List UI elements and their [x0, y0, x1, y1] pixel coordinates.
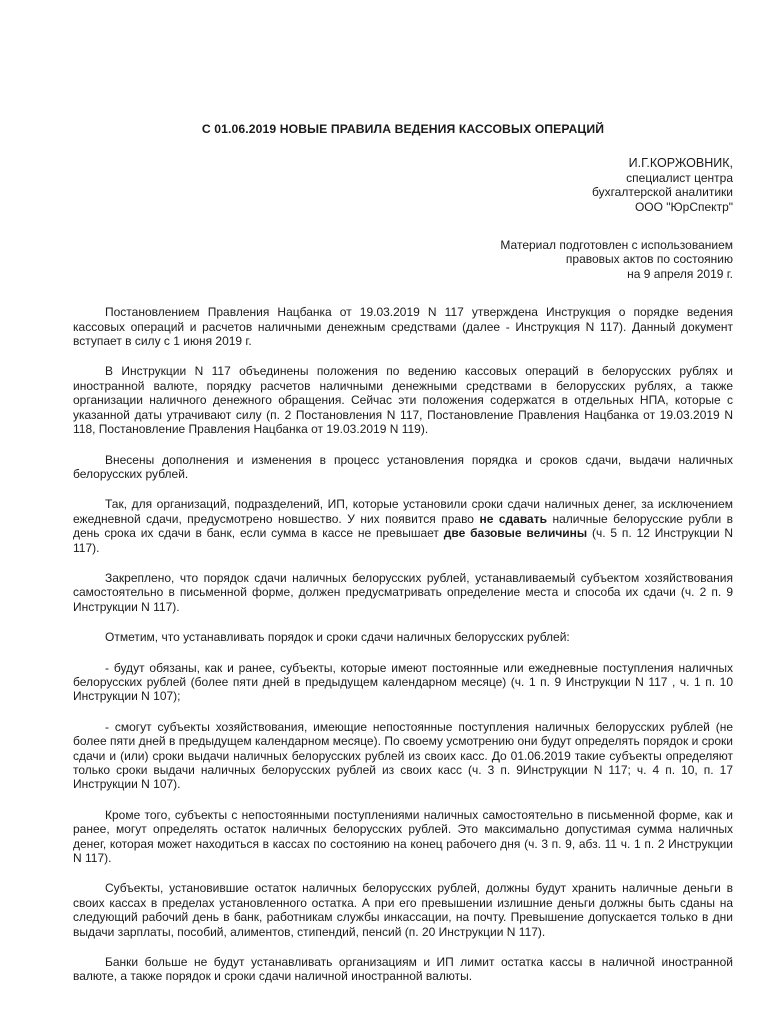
- note-line2: правовых актов по состоянию: [565, 252, 733, 267]
- note-line3: на 9 апреля 2019 г.: [627, 266, 733, 281]
- paragraph-4-part2: наличные белорусские рубли в день срока их сдачи в банк, если сумма в кассе не превышает: [73, 511, 733, 541]
- author-block: [73, 156, 733, 214]
- paragraph-1: Постановлением Правления Нацбанка от 19.03.2019 N 117 утверждена Инструкция о порядке ведения кассовых операций и расчетов наличными денежным средствами (далее - Инструкция N 117). Данный документ вступает в силу с 1 июня 2019 г.: [73, 305, 733, 349]
- paragraph-3: Внесены дополнения и изменения в процесс установления порядка и сроков сдачи, выдачи наличных белорусских рублей.: [73, 452, 733, 481]
- paragraph-4: [73, 497, 733, 555]
- note-line1: Материал подготовлен с использованием: [500, 238, 733, 253]
- author-name: И.Г.КОРЖОВНИК,: [628, 156, 733, 171]
- paragraph-4-bold1: не сдавать: [479, 511, 547, 526]
- author-position-line2: бухгалтерской аналитики: [591, 185, 733, 200]
- paragraph-8: - смогут субъекты хозяйствования, имеющие непостоянные поступления наличных белорусских рублей (не более пяти дней в предыдущем календарном месяце). По своему усмотрению они будут определять порядок и сроки сдачи и (или) сроки выдачи наличных белорусских рублей из своих касс. До 01.06.2019 такие субъекты определяют только сроки выдачи наличных белорусских рублей из своих касс (ч. 3 п. 9Инструкции N 117; ч. 4 п. 10, п. 17 Инструкции N 107).: [73, 719, 733, 792]
- author-company: ООО "ЮрСпектр": [634, 199, 733, 214]
- paragraph-7: - будут обязаны, как и ранее, субъекты, которые имеют постоянные или ежедневные поступления наличных белорусских рублей (более пяти дней в предыдущем календарном месяце) (ч. 1 п. 9 Инструкции N 117 , ч. 1 п. 10 Инструкции N 107);: [73, 660, 733, 704]
- paragraph-5: Закреплено, что порядок сдачи наличных белорусских рублей, устанавливаемый субъектом хозяйствования самостоятельно в письменной форме, должен предусматривать определение места и способа их сдачи (ч. 2 п. 9 Инструкции N 117).: [73, 570, 733, 614]
- author-position-line1: специалист центра: [626, 170, 733, 185]
- paragraph-4-bold2: две базовые величины: [443, 526, 588, 541]
- paragraph-4-part1: Так, для организаций, подразделений, ИП, которые установили сроки сдачи наличных денег, за исключением ежедневной сдачи, предусмотрено новшество. У них появится право: [73, 497, 733, 526]
- preparation-note: [73, 238, 733, 281]
- document-title: С 01.06.2019 НОВЫЕ ПРАВИЛА ВЕДЕНИЯ КАССОВЫХ ОПЕРАЦИЙ: [201, 122, 605, 136]
- paragraph-9: Кроме того, субъекты с непостоянными поступлениями наличных самостоятельно в письменной форме, как и ранее, могут определять остаток наличных белорусских рублей. Это максимально допустимая сумма наличных денег, которая может находиться в кассах по состоянию на конец рабочего дня (ч. 3 п. 9, абз. 11 ч. 1 п. 2 Инструкции N 117).: [73, 807, 733, 866]
- paragraph-6: Отметим, что устанавливать порядок и сроки сдачи наличных белорусских рублей:: [105, 630, 570, 645]
- document-page: [73, 122, 733, 1000]
- paragraph-2: В Инструкции N 117 объединены положения по ведению кассовых операций в белорусских рублях и иностранной валюте, порядку расчетов наличными денежными средствами в белорусских рублях, а также организации наличного денежного обращения. Сейчас эти положения содержатся в отдельных НПА, которые с указанной даты утрачивают силу (п. 2 Постановления N 117, Постановление Правления Нацбанка от 19.03.2019 N 118, Постановление Правления Нацбанка от 19.03.2019 N 119).: [73, 364, 733, 437]
- paragraph-10: Субъекты, установившие остаток наличных белорусских рублей, должны будут хранить наличные деньги в своих кассах в пределах установленного остатка. А при его превышении излишние деньги должны быть сданы на следующий рабочий день в банк, работникам службы инкассации, на почту. Превышение допускается только в дни выдачи зарплаты, пособий, алиментов, стипендий, пенсий (п. 20 Инструкции N 117).: [73, 881, 733, 939]
- paragraph-11: Банки больше не будут устанавливать организациям и ИП лимит остатка кассы в наличной иностранной валюте, а также порядок и сроки сдачи наличной иностранной валюты.: [73, 955, 733, 984]
- paragraph-4-part3: (ч. 5 п. 12 Инструкции N 117).: [73, 526, 734, 555]
